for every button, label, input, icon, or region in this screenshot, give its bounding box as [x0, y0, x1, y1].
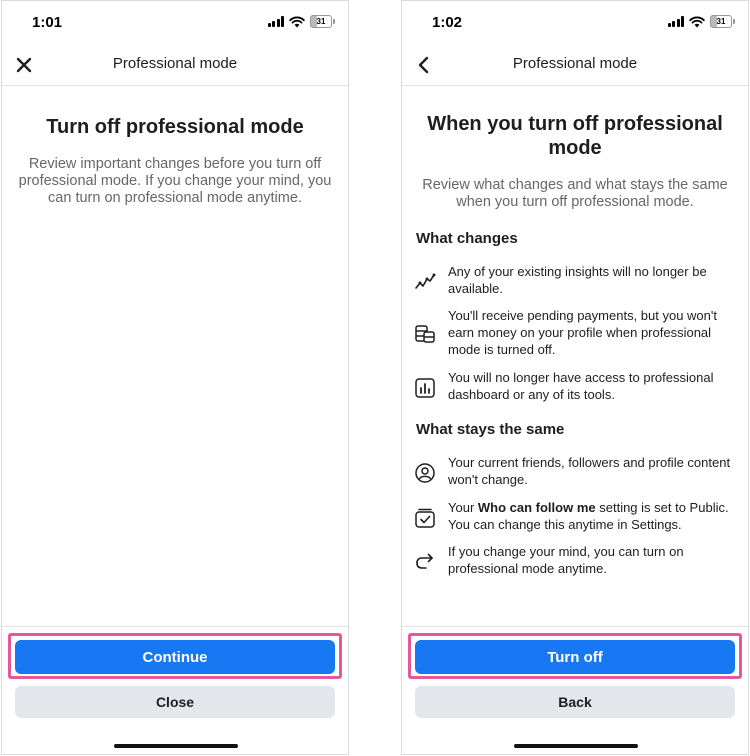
dashboard-icon [414, 377, 436, 399]
battery-level: 31 [316, 17, 326, 26]
phone-screen-left [1, 0, 349, 755]
nav-bar [2, 45, 348, 86]
status-icons [268, 15, 333, 28]
phone-screen-right [401, 0, 749, 755]
divider [402, 626, 748, 627]
page-description: Review what changes and what stays the same when you turn off professional mode. [422, 177, 728, 210]
follow-setting-icon [414, 507, 436, 529]
text-part: Your [448, 500, 478, 515]
battery-icon [310, 15, 332, 28]
redo-arrow-icon [414, 551, 436, 573]
turn-off-button[interactable]: Turn off [415, 640, 735, 674]
list-item-text: Your current friends, followers and profile content won't change. [448, 455, 731, 487]
battery-level: 31 [716, 17, 726, 26]
continue-button[interactable]: Continue [15, 640, 335, 674]
home-indicator [114, 744, 238, 748]
nav-bar [402, 45, 748, 86]
back-button[interactable]: Back [415, 686, 735, 718]
nav-title: Professional mode [112, 55, 238, 72]
battery-icon [710, 15, 732, 28]
status-time: 1:01 [32, 14, 63, 31]
profile-icon [414, 462, 436, 484]
nav-title: Professional mode [512, 55, 638, 72]
home-indicator [514, 744, 638, 748]
list-item-text: You will no longer have access to professional dashboard or any of its tools. [448, 370, 714, 402]
cellular-signal-icon [668, 16, 685, 27]
coins-icon [414, 323, 436, 345]
text-part: setting is set to Public. You can change this anytime in Settings. [448, 500, 729, 532]
setting-name: Who can follow me [477, 500, 596, 515]
page-description: Review important changes before you turn off professional mode. If you change your mind, you can turn on professional mode anytime. [18, 156, 332, 206]
wifi-icon [689, 16, 705, 28]
page-title: When you turn off professional mode [427, 113, 723, 159]
wifi-icon [289, 16, 305, 28]
status-icons [668, 15, 733, 28]
cellular-signal-icon [268, 16, 285, 27]
status-time: 1:02 [432, 14, 463, 31]
status-bar [2, 1, 348, 45]
status-bar [402, 1, 748, 45]
close-button[interactable]: Close [15, 686, 335, 718]
divider [2, 626, 348, 627]
list-item-text: Any of your existing insights will no longer be available. [448, 264, 707, 296]
insights-icon [414, 271, 436, 293]
list-item-text: You'll receive pending payments, but you won't earn money on your profile when professional mode is turned off. [448, 308, 717, 357]
page-title: Turn off professional mode [46, 116, 304, 138]
list-item-text: If you change your mind, you can turn on professional mode anytime. [448, 544, 684, 576]
section-heading-stays: What stays the same [416, 421, 565, 438]
list-item-text [448, 499, 736, 533]
section-heading-changes: What changes [416, 230, 518, 247]
